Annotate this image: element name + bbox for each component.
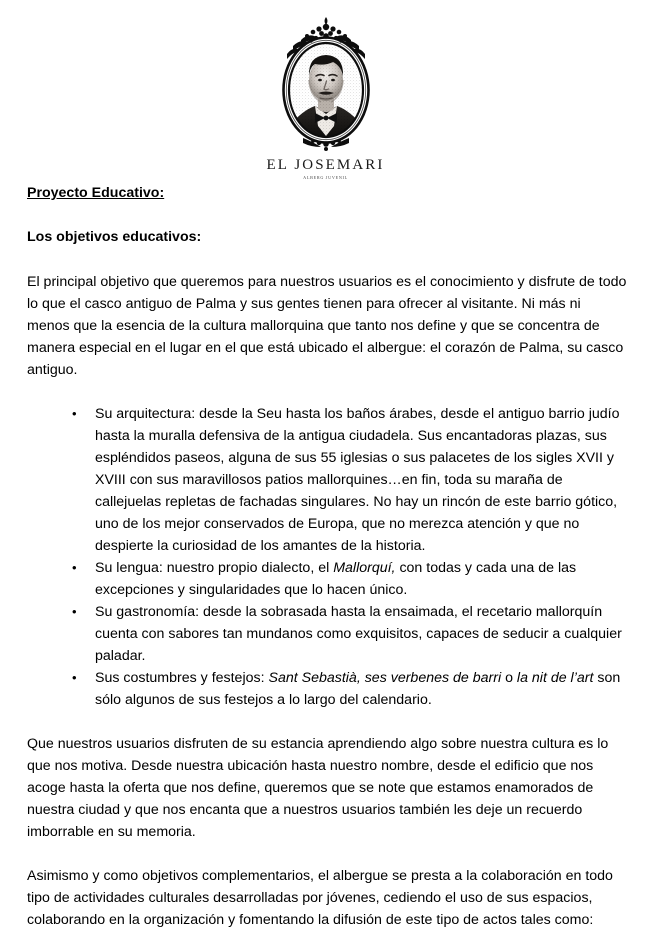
list-item-text	[95, 604, 622, 664]
spacer	[27, 381, 627, 403]
text-run: Su gastronomía: desde la sobrasada hasta la ensaimada, el recetario mallorquín cuenta con sabores tan mundanos como exquisitos, capaces de seducir a cualquier paladar.	[95, 604, 622, 664]
logo-subtitle: ALBERG JUVENIL	[303, 174, 348, 180]
spacer	[27, 843, 627, 865]
bullet-marker-icon: •	[72, 604, 77, 619]
list-item-text	[95, 670, 620, 708]
text-run: Su arquitectura: desde la Seu hasta los baños árabes, desde el antiguo barrio judío hasta la muralla defensiva de la antigua ciudadela. Sus encantadoras plazas, sus espléndidos paseos, alguna de sus 55 iglesias o sus palacetes de los sigles XVII y XVIII con sus maravillosos patios mallorquines…en fin, toda su maraña de callejuelas repletas de fachadas singulares. No hay un rincón de este barrio gótico, uno de los mejor conservados de Europa, que no merezca atención y que no despierte la curiosidad de los amantes de la historia.	[95, 406, 620, 554]
text-run-italic: Mallorquí,	[333, 560, 396, 576]
text-run: son sólo algunos de sus festejos a lo largo del calendario.	[95, 670, 621, 708]
text-run: Sus costumbres y festejos:	[95, 670, 269, 686]
section-heading-objectives: Los objetivos educativos:	[27, 229, 202, 245]
bullet-marker-icon: •	[72, 670, 77, 685]
document-body	[27, 182, 627, 931]
text-run: Su lengua: nuestro propio dialecto, el	[95, 560, 334, 576]
letterhead-logo	[0, 14, 651, 180]
list-item-text	[95, 406, 620, 554]
bullet-marker-icon: •	[72, 560, 77, 575]
oval-cameo-portrait-emblem-icon	[263, 14, 389, 156]
objectives-bullet-list	[27, 403, 627, 711]
text-run: o	[501, 670, 517, 686]
list-item	[27, 601, 627, 667]
text-run: con todas y cada una de las excepciones y singularidades que lo hacen único.	[95, 560, 577, 598]
list-item	[27, 667, 627, 711]
paragraph-motivation: Que nuestros usuarios disfruten de su estancia aprendiendo algo sobre nuestra cultura es lo que nos motiva. Desde nuestra ubicación hasta nuestro nombre, desde el edificio que nos acoge hasta la oferta que nos define, queremos que se note que estamos enamorados de nuestra ciudad y que nos encanta que a nuestros usuarios también les deje un recuerdo imborrable en su memoria.	[27, 736, 609, 840]
spacer	[27, 711, 627, 733]
spacer	[27, 248, 627, 271]
page-title: Proyecto Educativo:	[27, 185, 165, 201]
logo-wordmark: EL JOSEMARI	[266, 157, 385, 173]
bullet-marker-icon: •	[72, 406, 77, 421]
text-run-italic: Sant Sebastià, ses verbenes de barri	[268, 670, 502, 686]
list-item	[27, 557, 627, 601]
paragraph-intro: El principal objetivo que queremos para nuestros usuarios es el conocimiento y disfrute de todo lo que el casco antiguo de Palma y sus gentes tienen para ofrecer al visitante. Ni más ni menos que la esencia de la cultura mallorquina que tanto nos define y que se concentra de manera especial en el lugar en el que está ubicado el albergue: el corazón de Palma, su casco antiguo.	[27, 274, 627, 378]
spacer	[27, 204, 627, 226]
list-item-text	[95, 560, 576, 598]
text-run-italic: la nit de l’art	[516, 670, 594, 686]
paragraph-complementary: Asimismo y como objetivos complementarios, el albergue se presta a la colaboración en todo tipo de actividades culturales desarrolladas por jóvenes, cediendo el uso de sus espacios, colaborando en la organización y fomentando la difusión de este tipo de actos tales como:	[27, 868, 613, 928]
list-item	[27, 403, 627, 557]
